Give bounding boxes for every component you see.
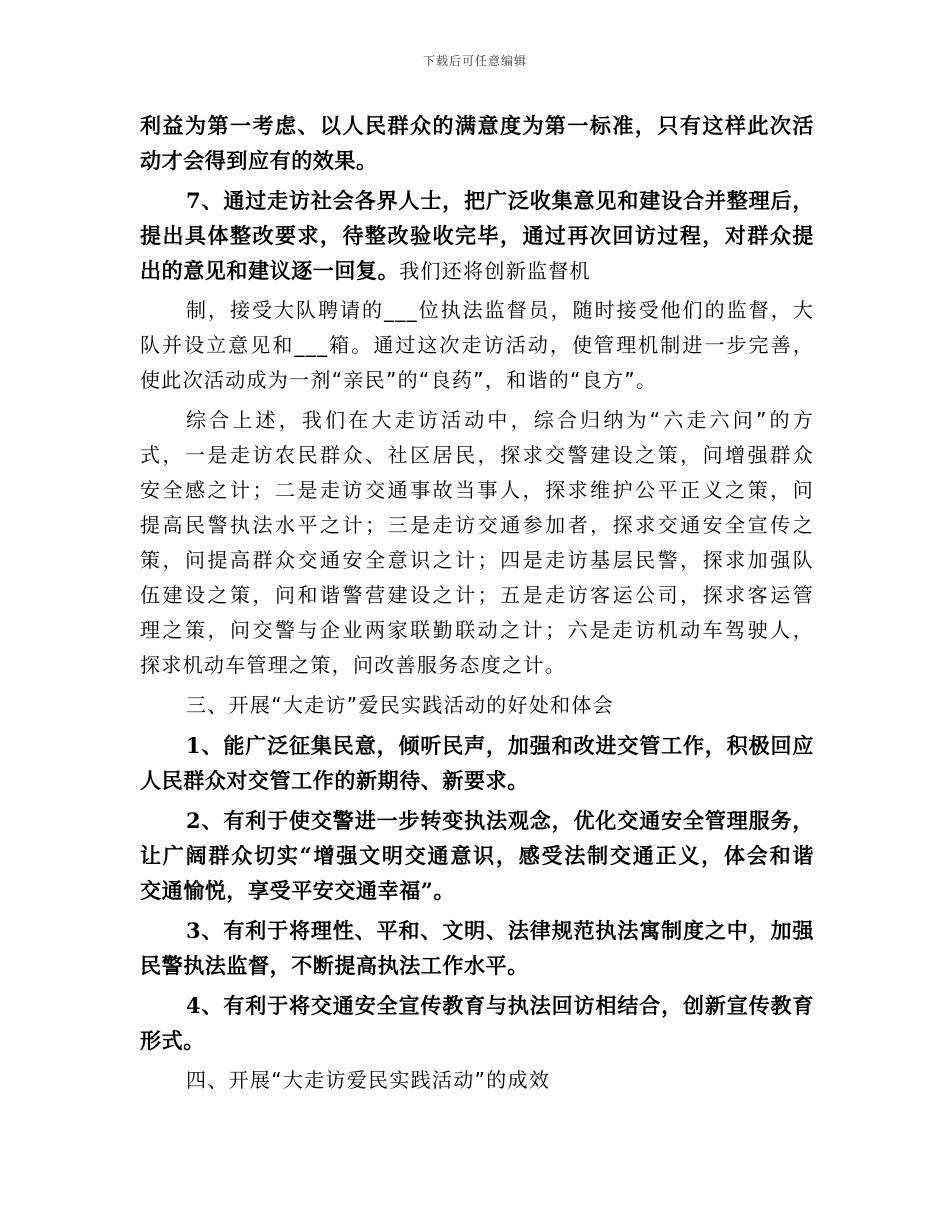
text-line: 动才会得到应有的效果。 [140, 148, 378, 173]
text-line: 4、有利于将交通安全宣传教育与执法回访相结合，创新宣传教育 [186, 993, 814, 1018]
section-heading [140, 1063, 814, 1098]
paragraph [140, 183, 814, 288]
text-line: 三、开展“大走访”爱民实践活动的好处和体会 [186, 693, 615, 717]
text-line: 1、能广泛征集民意，倾听民声，加强和改进交管工作，积极回应 [186, 733, 814, 758]
text-line: 利益为第一考虑、以人民群众的满意度为第一标准，只有这样此次活 [140, 113, 814, 138]
text-line [140, 253, 814, 288]
text-line: 2、有利于使交警进一步转变执法观念，优化交通安全管理服务， [186, 808, 814, 833]
text-line: 让广阔群众切实“增强文明交通意识，感受法制交通正义，体会和谐 [140, 843, 814, 868]
paragraph [140, 913, 814, 983]
paragraph [140, 988, 814, 1058]
text-run-regular: 我们还将创新监督机 [399, 259, 591, 283]
document-body [140, 108, 814, 1098]
text-line: 理之策，问交警与企业两家联勤联动之计；六是走访机动车驾驶人， [140, 618, 814, 642]
text-line: 制，接受大队聘请的___位执法监督员，随时接受他们的监督，大 [186, 298, 814, 322]
text-line: 7、通过走访社会各界人士，把广泛收集意见和建设合并整理后， [186, 188, 814, 213]
text-line: 综合上述，我们在大走访活动中，综合归纳为“六走六问”的方 [186, 408, 814, 432]
text-line: 民警执法监督，不断提高执法工作水平。 [140, 953, 529, 978]
paragraph [140, 728, 814, 798]
text-line: 策，问提高群众交通安全意识之计；四是走访基层民警，探求加强队 [140, 548, 814, 572]
text-line: 交通愉悦，享受平安交通幸福”。 [140, 878, 456, 903]
page-header: 下载后可任意编辑 [422, 54, 527, 68]
paragraph [140, 108, 814, 178]
text-line: 伍建设之策，问和谐警营建设之计；五是走访客运公司，探求客运管 [140, 583, 814, 607]
text-line: 安全感之计；二是走访交通事故当事人，探求维护公平正义之策，问 [140, 478, 814, 502]
text-line: 探求机动车管理之策，问改善服务态度之计。 [140, 653, 566, 677]
text-line: 式，一是走访农民群众、社区居民，探求交警建设之策，问增强群众 [140, 443, 814, 467]
paragraph [140, 293, 814, 398]
paragraph [140, 403, 814, 683]
text-line: 使此次活动成为一剂“亲民”的“良药”，和谐的“良方”。 [140, 368, 658, 392]
text-run-bold: 出的意见和建议逐一回复。 [140, 258, 400, 283]
text-line: 队并设立意见和___箱。通过这次走访活动，使管理机制进一步完善， [140, 333, 814, 357]
text-line: 3、有利于将理性、平和、文明、法律规范执法寓制度之中，加强 [186, 918, 814, 943]
text-line: 四、开展“大走访爱民实践活动”的成效 [186, 1068, 551, 1092]
text-line: 形式。 [140, 1028, 205, 1053]
text-line: 提高民警执法水平之计；三是走访交通参加者，探求交通安全宣传之 [140, 513, 814, 537]
text-line: 提出具体整改要求，待整改验收完毕，通过再次回访过程，对群众提 [140, 223, 814, 248]
paragraph [140, 803, 814, 908]
text-line: 人民群众对交管工作的新期待、新要求。 [140, 768, 529, 793]
section-heading [140, 688, 814, 723]
